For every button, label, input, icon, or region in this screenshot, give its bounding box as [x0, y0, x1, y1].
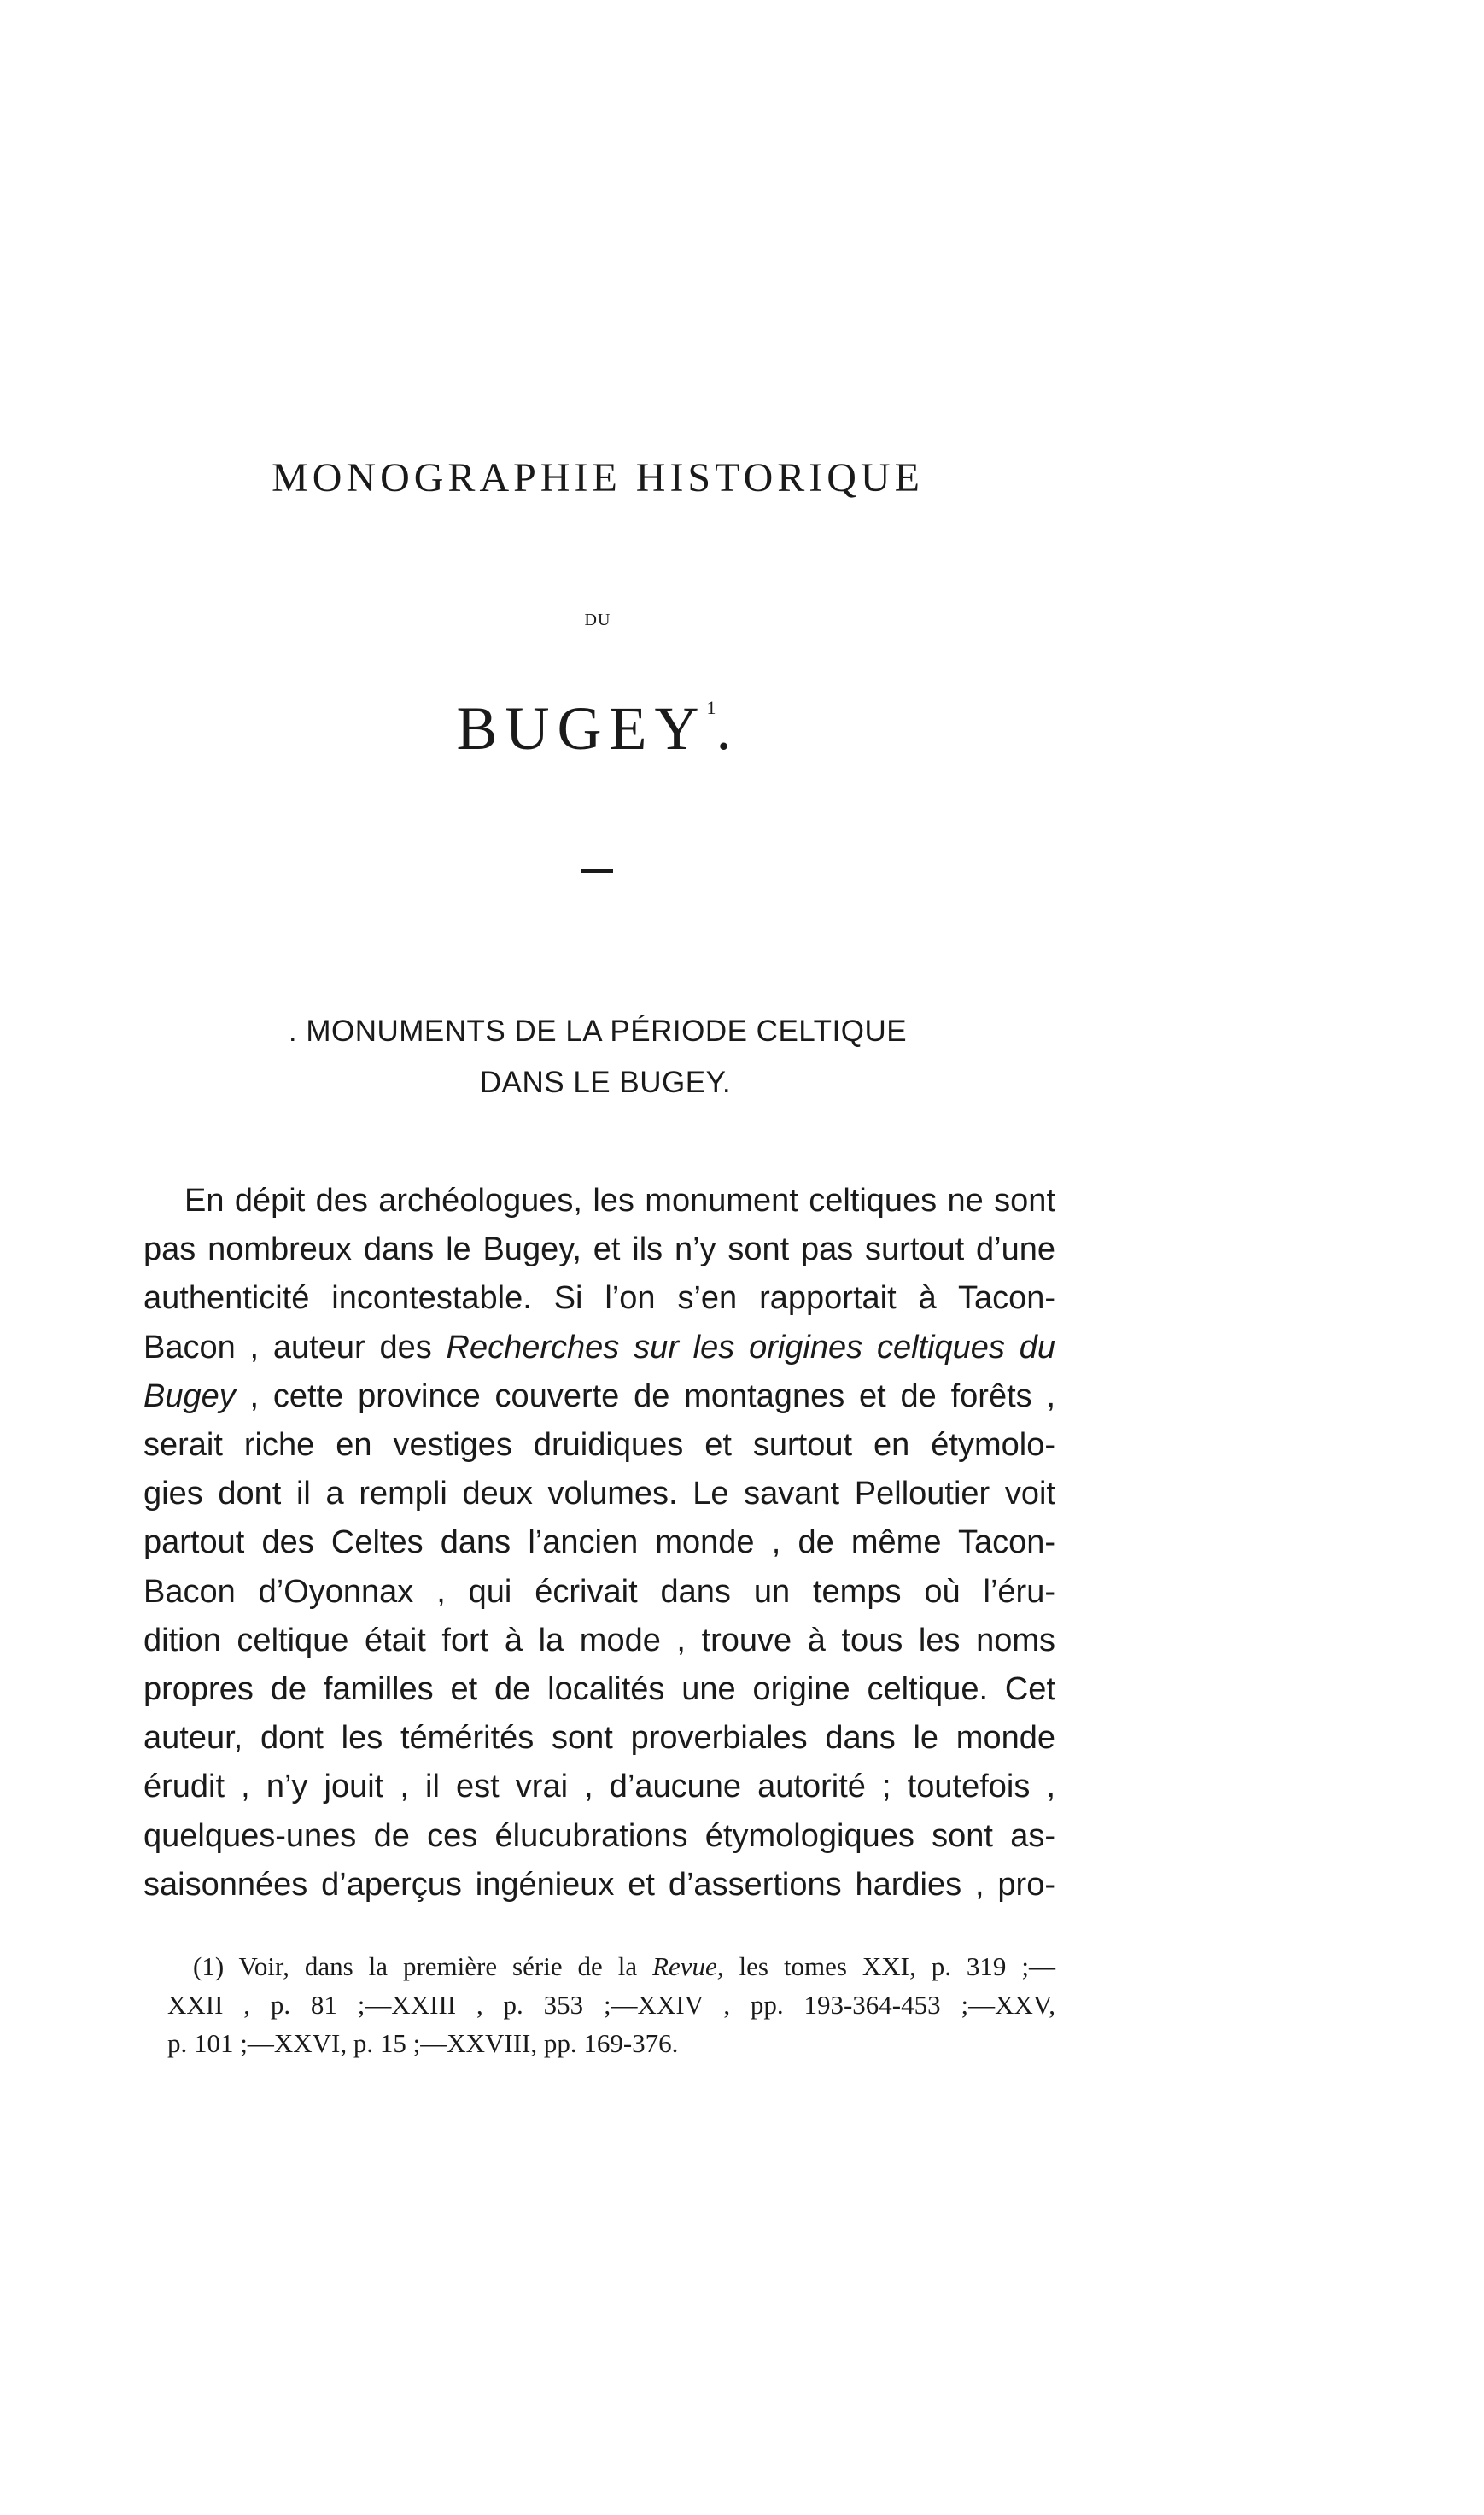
revue-italic: Revue,	[652, 1951, 724, 1981]
footnote-line: XXII , p. 81 ;—XXIII , p. 353 ;—XXIV , pp. 193-364-453 ;—XXV,	[167, 1990, 1055, 2020]
title-footnote-marker: 1	[706, 697, 716, 718]
body-line: authenticité incontestable. Si l’on s’en rapportait à Tacon-	[143, 1280, 1055, 1317]
footnote-line: p. 101 ;—XXVI, p. 15 ;—XXVIII, pp. 169-376.	[167, 2028, 679, 2058]
body-line: partout des Celtes dans l’ancien monde , de même Tacon-	[143, 1524, 1055, 1561]
body-line: quelques-unes de ces élucubrations étymologiques sont as-	[143, 1817, 1055, 1854]
body-line: auteur, dont les témérités sont proverbiales dans le monde	[143, 1720, 1055, 1757]
footnote-text-segment: (1) Voir, dans la première série de la	[193, 1951, 653, 1981]
body-line	[143, 1324, 1055, 1372]
footnote	[167, 1947, 1055, 2062]
footnote-line	[167, 1947, 1055, 1986]
section-heading	[0, 1006, 1195, 1108]
body-line	[143, 1372, 1055, 1421]
book-title-italic-end: Bugey	[143, 1377, 236, 1414]
body-line: pas nombreux dans le Bugey, et ils n’y sont pas surtout d’une	[143, 1231, 1055, 1268]
footnote-text-segment: les tomes XXI, p. 319 ;—	[723, 1951, 1055, 1981]
body-paragraph	[143, 1177, 1055, 1910]
title-line-du: DU	[584, 611, 611, 629]
title-divider-rule	[581, 869, 613, 873]
body-line: Bacon d’Oyonnax , qui écrivait dans un temps où l’éru-	[143, 1573, 1055, 1610]
body-line: dition celtique était fort à la mode , trouve à tous les noms	[143, 1622, 1055, 1658]
body-line: érudit , n’y jouit , il est vrai , d’aucune autorité ; toutefois ,	[143, 1769, 1055, 1805]
body-line: gies dont il a rempli deux volumes. Le savant Pelloutier voit	[143, 1476, 1055, 1512]
body-line: En dépit des archéologues, les monument celtiques ne sont	[184, 1183, 1055, 1219]
title-line-monographie: MONOGRAPHIE HISTORIQUE	[272, 455, 924, 500]
section-heading-line2: DANS LE BUGEY.	[479, 1066, 732, 1099]
title-line-bugey	[0, 693, 1195, 764]
body-text-segment: , cette province couverte de montagnes et de forêts ,	[235, 1377, 1055, 1414]
title-bugey-text: BUGEY	[456, 694, 707, 763]
body-text-segment: Bacon , auteur des	[143, 1329, 447, 1366]
title-trailing-dot: .	[716, 694, 739, 763]
body-line: saisonnées d’aperçus ingénieux et d’assertions hardies , pro-	[143, 1866, 1055, 1903]
section-heading-line1: . MONUMENTS DE LA PÉRIODE CELTIQUE	[288, 1015, 908, 1048]
body-line: serait riche en vestiges druidiques et surtout en étymolo-	[143, 1427, 1055, 1464]
book-title-italic: Recherches sur les origines celtiques du	[446, 1329, 1055, 1366]
body-line: propres de familles et de localités une origine celtique. Cet	[143, 1671, 1055, 1708]
